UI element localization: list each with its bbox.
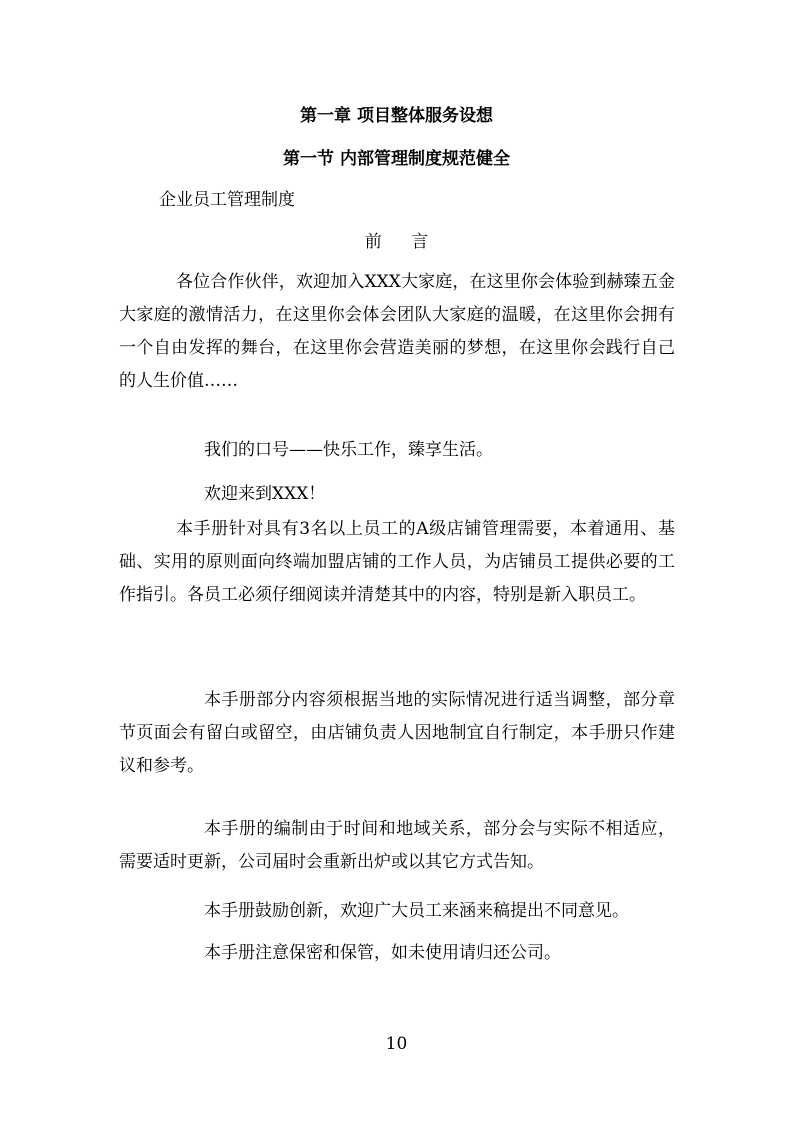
document-subject: 企业员工管理制度 — [159, 190, 295, 210]
paragraph-handbook-purpose: 本手册针对具有3名以上员工的A级店铺管理需要，本着通用、基础、实用的原则面向终端加盟店铺的工作人员，为店铺员工提供必要的工作指引。各员工必须仔细阅读并清楚其中的内容，特别是新入职员工。 — [119, 519, 675, 605]
chapter-title: 第一章 项目整体服务设想 — [300, 106, 493, 126]
page-number: 10 — [385, 1034, 408, 1054]
paragraph-innovation: 本手册鼓励创新，欢迎广大员工来涵来稿提出不同意见。 — [204, 901, 629, 921]
preface-title: 前 言 — [364, 232, 441, 252]
paragraph-handbook-update: 本手册的编制由于时间和地域关系，部分会与实际不相适应，需要适时更新，公司届时会重新出炉或以其它方式告知。 — [119, 819, 675, 872]
paragraph-welcome: 各位合作伙伴，欢迎加入XXX大家庭，在这里你会体验到赫臻五金大家庭的激情活力，在这里你会体会团队大家庭的温暖，在这里你会拥有一个自由发挥的舞台，在这里你会营造美丽的梦想，在这里你会践行自己的人生价值…… — [119, 272, 675, 391]
paragraph-confidentiality: 本手册注意保密和保管，如未使用请归还公司。 — [204, 943, 561, 963]
paragraph-slogan: 我们的口号——快乐工作，臻享生活。 — [204, 440, 493, 460]
section-title: 第一节 内部管理制度规范健全 — [283, 149, 510, 169]
paragraph-handbook-adjustment: 本手册部分内容须根据当地的实际情况进行适当调整，部分章节页面会有留白或留空，由店铺负责人因地制宜自行制定，本手册只作建议和参考。 — [119, 690, 675, 776]
paragraph-welcome-short: 欢迎来到XXX！ — [204, 484, 326, 504]
